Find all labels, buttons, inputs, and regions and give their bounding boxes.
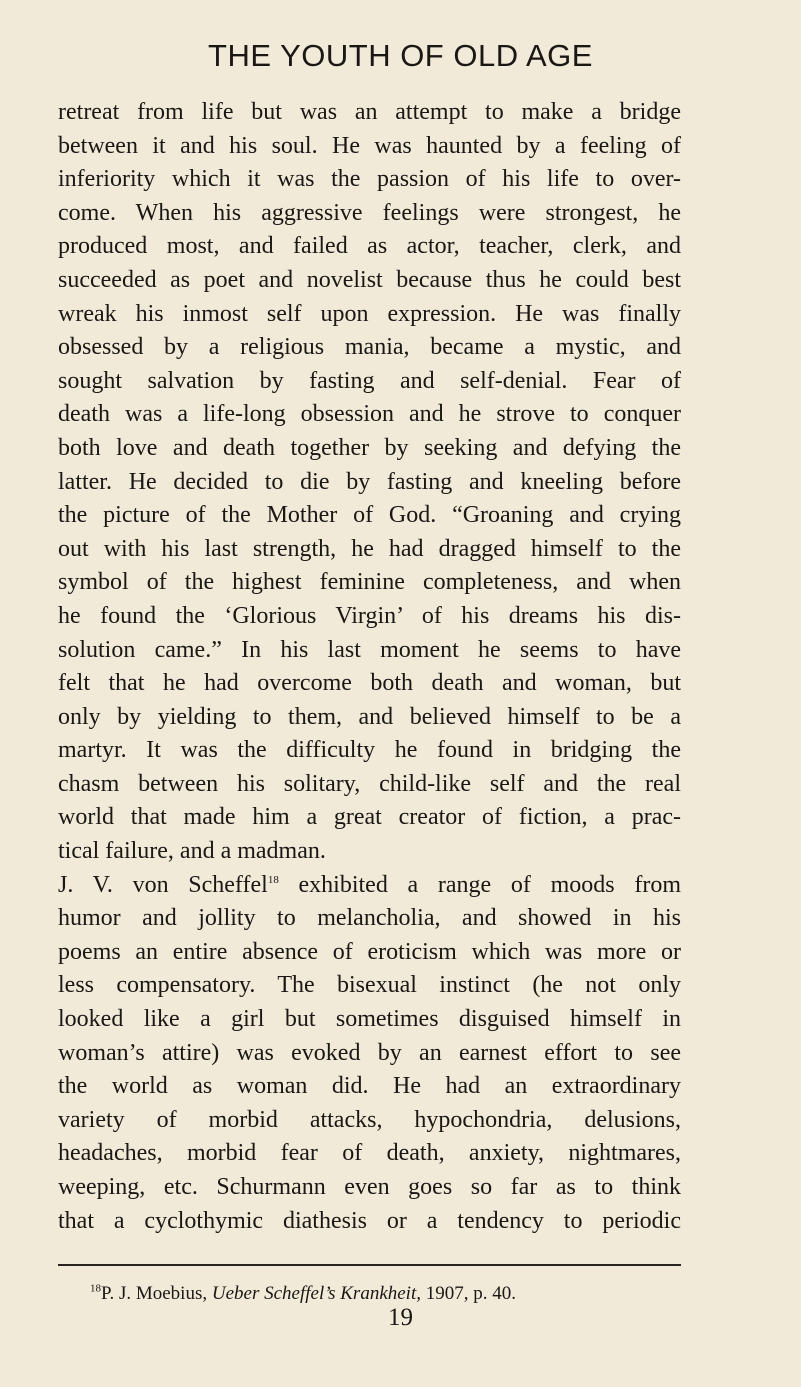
text-line: sought salvation by fasting and self-denial. Fear of — [58, 367, 681, 394]
running-head: THE YOUTH OF OLD AGE — [208, 38, 593, 73]
text-line: looked like a girl but sometimes disguised himself in — [58, 1006, 681, 1033]
paragraph-start-rest: exhibited a range of moods from — [278, 871, 681, 898]
footnote-reference: 18 — [267, 873, 279, 886]
footnote-divider — [58, 1264, 681, 1266]
text-line: between it and his soul. He was haunted by a feeling of — [58, 132, 681, 159]
page-number: 19 — [388, 1304, 413, 1331]
text-line: felt that he had overcome both death and woman, but — [58, 670, 681, 697]
text-line: he found the ‘Glorious Virgin’ of his dreams his dis- — [58, 602, 681, 629]
footnote-title: Ueber Scheffel’s Krankheit, — [211, 1283, 421, 1304]
footnote-marker: 18 — [90, 1282, 101, 1295]
text-line: poems an entire absence of eroticism which was more or — [58, 938, 681, 965]
body-text — [58, 96, 681, 1238]
text-line: out with his last strength, he had dragged himself to the — [58, 535, 681, 562]
text-line: that a cyclothymic diathesis or a tendency to periodic — [58, 1207, 681, 1234]
text-line: retreat from life but was an attempt to make a bridge — [58, 99, 681, 125]
text-line: succeeded as poet and novelist because thus he could best — [58, 266, 681, 293]
text-line: produced most, and failed as actor, teacher, clerk, and — [58, 233, 681, 260]
text-line: chasm between his solitary, child-like self and the real — [58, 770, 681, 797]
footnote — [90, 1282, 680, 1306]
text-line: tical failure, and a madman. — [58, 838, 326, 865]
text-line: martyr. It was the difficulty he found in bridging the — [58, 737, 681, 764]
paragraph-start-line — [58, 869, 681, 903]
text-line: only by yielding to them, and believed himself to be a — [58, 703, 681, 730]
text-line: woman’s attire) was evoked by an earnest effort to see — [58, 1039, 681, 1066]
text-line: world that made him a great creator of fiction, a prac- — [58, 804, 681, 831]
paragraph-start-text: J. V. von Scheffel — [58, 871, 268, 898]
text-line: death was a life-long obsession and he strove to conquer — [58, 401, 681, 428]
text-line: the picture of the Mother of God. “Groaning and crying — [58, 502, 681, 529]
text-line: obsessed by a religious mania, became a mystic, and — [58, 334, 681, 361]
text-line: weeping, etc. Schurmann even goes so far as to think — [58, 1174, 681, 1200]
text-line: headaches, morbid fear of death, anxiety, nightmares, — [58, 1140, 681, 1167]
text-line: humor and jollity to melancholia, and showed in his — [58, 905, 681, 932]
footnote-rest: 1907, p. 40. — [421, 1283, 516, 1304]
text-line: variety of morbid attacks, hypochondria, delusions, — [58, 1106, 681, 1133]
text-line: inferiority which it was the passion of his life to over- — [58, 166, 681, 193]
footnote-author: P. J. Moebius, — [101, 1283, 212, 1304]
text-line: come. When his aggressive feelings were strongest, he — [58, 199, 681, 226]
text-line: the world as woman did. He had an extraordinary — [58, 1073, 681, 1100]
text-line: less compensatory. The bisexual instinct (he not only — [58, 972, 681, 999]
text-line: both love and death together by seeking and defying the — [58, 434, 681, 461]
text-line: solution came.” In his last moment he seems to have — [58, 636, 681, 663]
text-line: wreak his inmost self upon expression. He was finally — [58, 300, 681, 327]
text-line: symbol of the highest feminine completeness, and when — [58, 569, 681, 596]
text-line: latter. He decided to die by fasting and kneeling before — [58, 468, 681, 495]
